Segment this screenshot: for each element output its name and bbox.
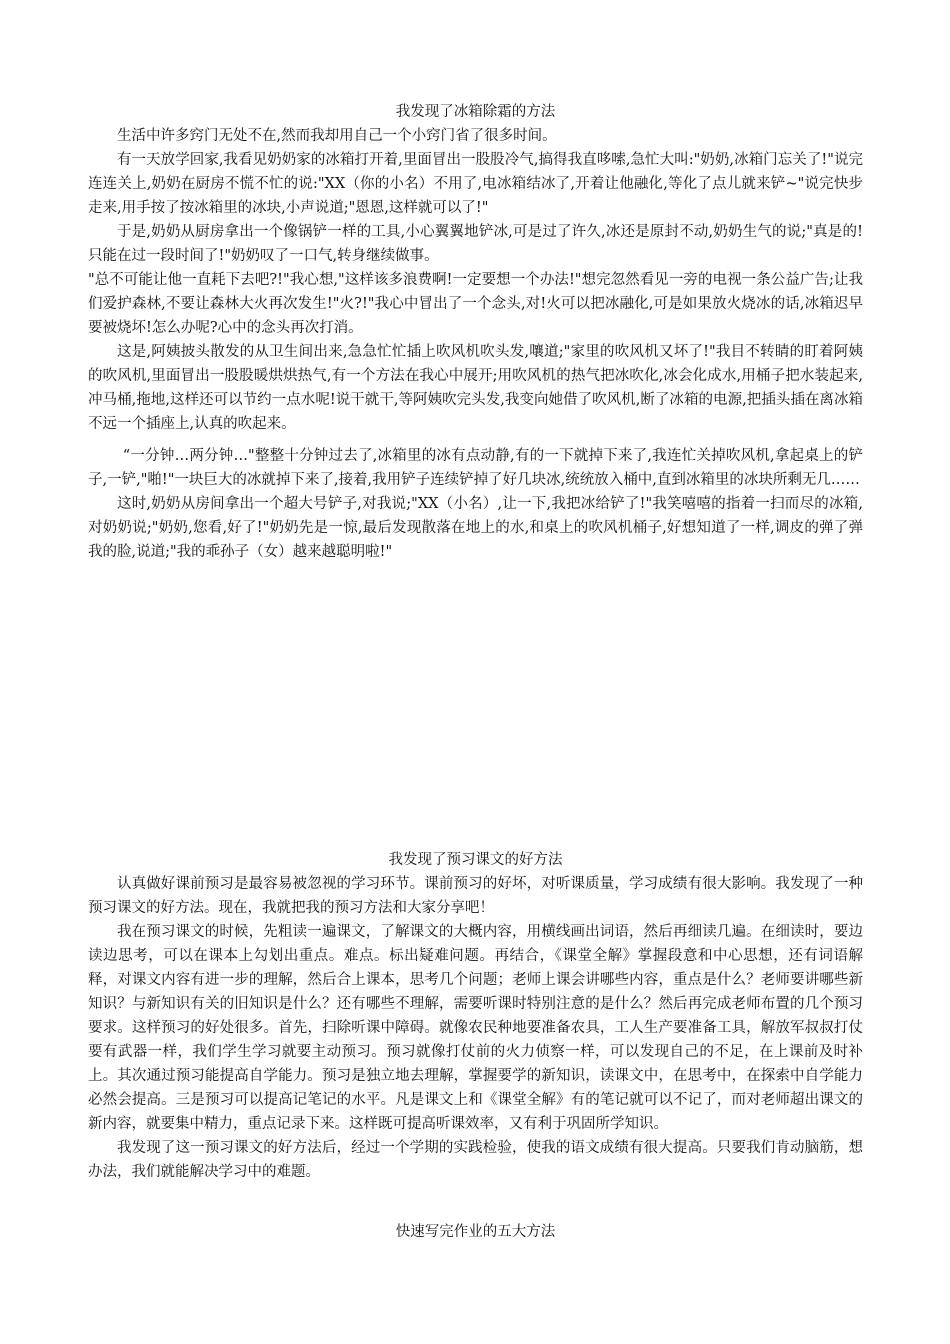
paragraph: "总不可能让他一直耗下去吧?!"我心想,"这样该多浪费啊!一定要想一个办法!"想完忽然看见一旁的电视一条公益广告;让我们爱护森林,不要让森林大火再次发生!"火?!"我心中冒出了一个念头,对!火可以把冰融化,可是如果放火烧冰的话,冰箱迟早要被烧坏!怎么办呢?心中的念头再次打消。 [88,272,863,336]
article-homework-methods [88,1220,863,1244]
paragraph: 这是,阿姨披头散发的从卫生间出来,急急忙忙插上吹风机吹头发,嚷道;"家里的吹风机又坏了!"我目不转睛的盯着阿姨的吹风机,里面冒出一股股暖烘烘热气,有一个方法在我心中展开;用吹风机的热气把冰吹化,冰会化成水,用桶子把水装起来,冲马桶,拖地,这样还可以节约一点水呢!说干就干,等阿姨吹完头发,我变向她借了吹风机,断了冰箱的电源,把插头插在离冰箱不远一个插座上,认真的吹起来。 [88,344,863,432]
paragraph: 我发现了这一预习课文的好方法后，经过一个学期的实践检验，使我的语文成绩有很大提高。只要我们肯动脑筋，想办法，我们就能解决学习中的难题。 [88,1140,863,1180]
paragraph: 这时,奶奶从房间拿出一个超大号铲子,对我说;"XX（小名）,让一下,我把冰给铲了!"我笑嘻嘻的指着一扫而尽的冰箱,对奶奶说;"奶奶,您看,好了!"奶奶先是一惊,最后发现散落在地上的水,和桌上的吹风机桶子,好想知道了一样,调皮的弹了弹我的脸,说道;"我的乖孙子（女）越来越聪明啦!" [88,496,863,560]
article-title: 我发现了冰箱除霜的方法 [395,104,556,120]
article-title: 快速写完作业的五大方法 [395,1224,556,1240]
article-title: 我发现了预习课文的好方法 [388,852,563,868]
paragraph: 认真做好课前预习是最容易被忽视的学习环节。课前预习的好坏，对听课质量，学习成绩有很大影响。我发现了一种预习课文的好方法。现在，我就把我的预习方法和大家分享吧！ [88,876,863,916]
paragraph: “一分钟…两分钟…"整整十分钟过去了,冰箱里的冰有点动静,有的一下就掉下来了,我连忙关掉吹风机,拿起桌上的铲子,一铲,"啪!"一块巨大的冰就掉下来了,接着,我用铲子连续铲掉了好几块冰,统统放入桶中,直到冰箱里的冰块所剩无几…… [88,448,863,488]
paragraph: 我在预习课文的时候，先粗读一遍课文，了解课文的大概内容，用横线画出词语，然后再细读几遍。在细读时，要边读边思考，可以在课本上勾划出重点。难点。标出疑难问题。再结合，《课堂全解》掌握段意和中心思想，还有词语解释，对课文内容有进一步的理解，然后合上课本，思考几个问题；老师上课会讲哪些内容，重点是什么？老师要讲哪些新知识？与新知识有关的旧知识是什么？还有哪些不理解，需要听课时特别注意的是什么？然后再完成老师布置的几个预习要求。这样预习的好处很多。首先，扫除听课中障碍。就像农民种地要准备农具，工人生产要准备工具，解放军叔叔打仗要有武器一样，我们学生学习就要主动预习。预习就像打仗前的火力侦察一样，可以发现自己的不足，在上课前及时补上。其次通过预习能提高自学能力。预习是独立地去理解，掌握要学的新知识，读课文中，在思考中，在探索中自学能力必然会提高。三是预习可以提高记笔记的水平。凡是课文上和《课堂全解》有的笔记就可以不记了，而对老师超出课文的新内容，就要集中精力，重点记录下来。这样既可提高听课效率，又有利于巩固所学知识。 [88,924,863,1132]
article-fridge-defrost [88,100,863,564]
paragraph: 于是,奶奶从厨房拿出一个像锅铲一样的工具,小心翼翼地铲冰,可是过了许久,冰还是原封不动,奶奶生气的说;"真是的!只能在过一段时间了!"奶奶叹了一口气,转身继续做事。 [88,224,863,264]
paragraph: 生活中许多窍门无处不在,然而我却用自己一个小窍门省了很多时间。 [117,128,557,144]
paragraph: 有一天放学回家,我看见奶奶家的冰箱打开着,里面冒出一股股冷气,搞得我直哆嗦,急忙大叫:"奶奶,冰箱门忘关了!"说完连连关上,奶奶在厨房不慌不忙的说:"XX（你的小名）不用了,电冰箱结冰了,开着让他融化,等化了点儿就来铲~"说完快步走来,用手按了按冰箱里的冰块,小声说道;"恩恩,这样就可以了!" [88,152,863,216]
article-preview-method [88,848,863,1184]
